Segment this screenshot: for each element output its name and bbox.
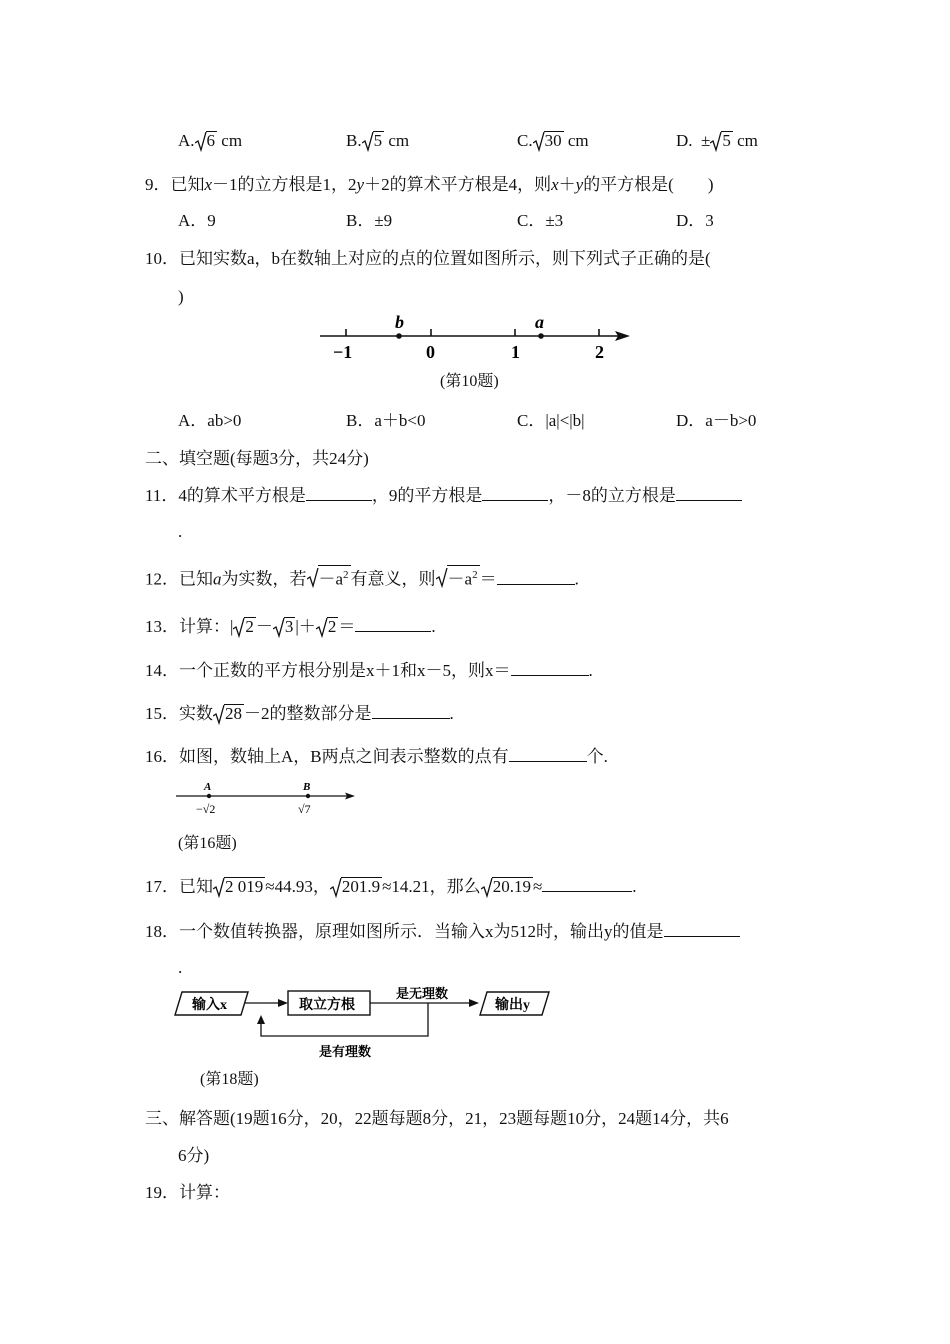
- q18-irrational-label: 是无理数: [396, 986, 449, 1001]
- q12-stem: 12．已知a为实数，若 $-a^2$ 有意义，则 $-a^2$ ＝ .: [145, 565, 579, 592]
- q16-label-a: A: [204, 781, 212, 793]
- q18-caption: (第18题): [200, 1071, 259, 1088]
- q17-stem: 17．已知 2 019 ≈44.93， 201.9 ≈14.21，那么 20.19 ≈ .: [145, 877, 637, 896]
- q17-blank[interactable]: [542, 875, 632, 892]
- q10-tick-2: 2: [595, 342, 604, 362]
- q8-option-d: D. ± 5 cm: [676, 131, 758, 150]
- q18-stem: 18．一个数值转换器，原理如图所示．当输入x为512时，输出y的值是: [145, 920, 740, 944]
- q16-number-line: [172, 778, 362, 820]
- q10-option-a: A．ab>0: [178, 411, 242, 430]
- q16-stem: 16．如图，数轴上A，B两点之间表示整数的点有 个.: [145, 747, 608, 766]
- section2-heading: 二、填空题(每题3分，共24分): [145, 449, 369, 468]
- q11-blank-1[interactable]: [306, 484, 372, 501]
- q15-blank[interactable]: [372, 702, 450, 719]
- q10-number-line: [310, 310, 640, 366]
- q18-arrow-to-process: [278, 999, 288, 1007]
- q11-blank-2[interactable]: [482, 484, 548, 501]
- q18-process-label: 取立方根: [299, 998, 355, 1013]
- q10-point-b: [396, 333, 402, 339]
- q10-caption: (第10题): [440, 373, 499, 390]
- q18-output-label: 输出y: [495, 998, 530, 1013]
- q10-option-d: D．a－b>0: [676, 411, 757, 430]
- q16-label-b: B: [303, 781, 311, 793]
- q10-label-a: a: [535, 312, 544, 332]
- q18-feedback-arrow: [257, 1015, 265, 1024]
- q15-stem: 15．实数 28 －2的整数部分是 .: [145, 704, 454, 723]
- q9-stem: 9．已知x－1的立方根是1，2y＋2的算术平方根是4，则x＋y的平方根是( ): [145, 175, 714, 194]
- q16-caption: (第16题): [178, 835, 237, 852]
- q18-period: .: [178, 958, 183, 977]
- q10-point-a: [538, 333, 544, 339]
- q16-blank[interactable]: [509, 745, 587, 762]
- q19-stem: 19．计算：: [145, 1183, 230, 1202]
- q18-rational-label: 是有理数: [319, 1044, 372, 1059]
- q16-value-a: −√2: [196, 802, 216, 816]
- q11-period: .: [178, 522, 183, 541]
- q18-arrow-to-output: [469, 999, 479, 1007]
- q8-option-b: B. 5 cm: [346, 131, 410, 150]
- q10-label-b: b: [395, 312, 404, 332]
- q18-flowchart: [172, 982, 562, 1064]
- q8-option-c: C. 30 cm: [517, 131, 589, 150]
- q10-stem: 10．已知实数a，b在数轴上对应的点的位置如图所示，则下列式子正确的是(: [145, 249, 711, 268]
- q11-stem: 11．4的算术平方根是 ，9的平方根是 ，－8的立方根是: [145, 484, 742, 508]
- q10-option-b: B．a＋b<0: [346, 411, 426, 430]
- q16-point-a: [207, 794, 211, 798]
- q11-blank-3[interactable]: [676, 484, 742, 501]
- q14-stem: 14．一个正数的平方根分别是x＋1和x－5，则x＝ .: [145, 661, 593, 680]
- section3-heading-cont: 6分): [178, 1146, 210, 1165]
- q18-input-label: 输入x: [192, 998, 227, 1013]
- q14-blank[interactable]: [511, 659, 589, 676]
- q16-value-b: √7: [298, 802, 311, 816]
- q10-tick-minus1: −1: [333, 342, 353, 362]
- q10-tick-1: 1: [511, 342, 520, 362]
- q10-tick-0: 0: [426, 342, 435, 362]
- q9-option-a: A．9: [178, 211, 216, 230]
- q9-option-d: D．3: [676, 211, 714, 230]
- q12-blank[interactable]: [497, 568, 575, 585]
- q9-option-b: B．±9: [346, 211, 393, 230]
- q18-blank[interactable]: [664, 920, 740, 937]
- q9-option-c: C．±3: [517, 211, 564, 230]
- section3-heading: 三、解答题(19题16分，20，22题每题8分，21，23题每题10分，24题14分，共6: [145, 1109, 729, 1128]
- q13-stem: 13．计算：| 2 － 3 |＋ 2 ＝ .: [145, 617, 436, 636]
- q8-option-a: A. 6 cm: [178, 131, 243, 150]
- q16-point-b: [306, 794, 310, 798]
- q13-blank[interactable]: [355, 615, 431, 632]
- q10-stem-cont: ): [178, 287, 184, 306]
- q10-option-c: C．|a|<|b|: [517, 411, 585, 430]
